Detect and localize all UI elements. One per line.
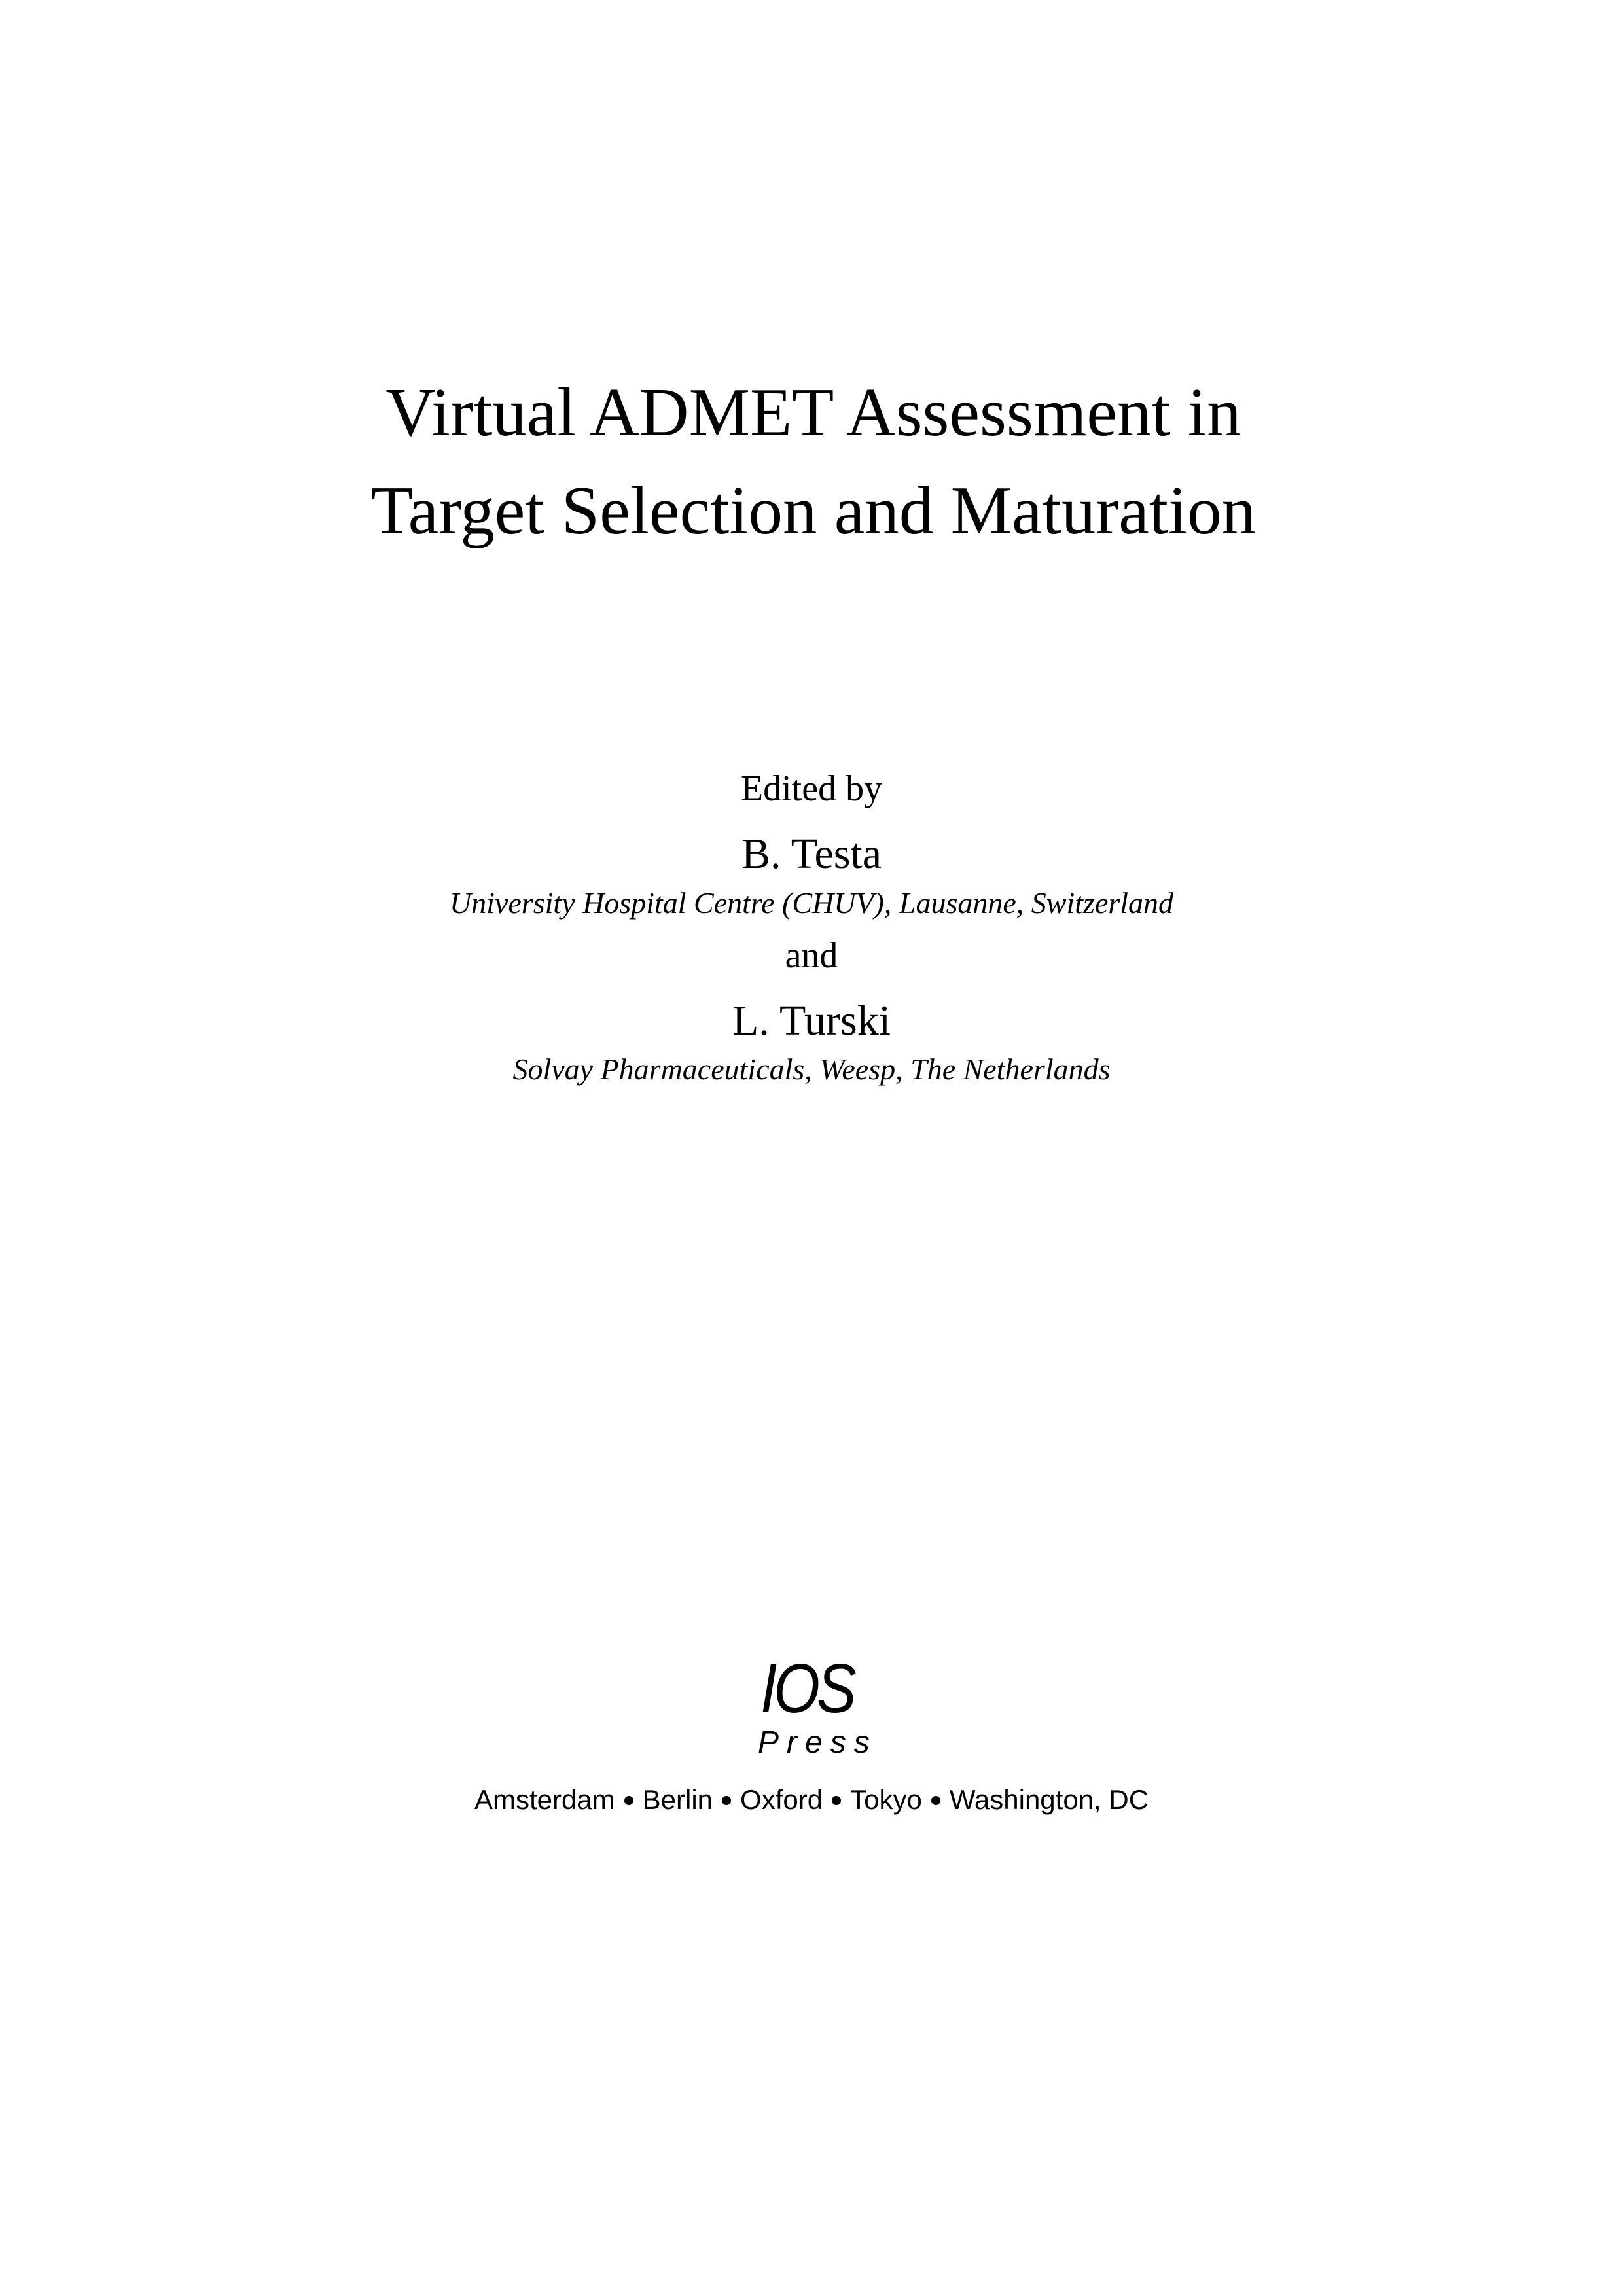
city-washington: Washington, DC — [949, 1784, 1149, 1815]
bullet-separator — [931, 1796, 940, 1805]
city-amsterdam: Amsterdam — [474, 1784, 615, 1815]
logo-sub-text: Press — [758, 1725, 878, 1760]
book-title — [0, 363, 1623, 560]
bullet-separator — [624, 1796, 633, 1805]
title-line-1: Virtual ADMET Assessment in — [385, 374, 1241, 450]
city-berlin: Berlin — [642, 1784, 713, 1815]
editor-1-affiliation: University Hospital Centre (CHUV), Lausanne, Switzerland — [449, 886, 1174, 920]
edited-by-label: Edited by — [740, 768, 883, 809]
publisher-cities — [0, 1782, 1623, 1818]
editor-conjunction: and — [785, 935, 838, 976]
editor-2-name: L. Turski — [732, 997, 891, 1045]
bullet-separator — [832, 1796, 841, 1805]
title-line-2: Target Selection and Maturation — [370, 472, 1257, 548]
city-tokyo: Tokyo — [850, 1784, 922, 1815]
ios-press-logo — [746, 1650, 890, 1770]
editor-2-affiliation: Solvay Pharmaceuticals, Weesp, The Netherlands — [512, 1052, 1111, 1086]
editor-1-name: B. Testa — [741, 830, 882, 878]
bullet-separator — [722, 1796, 731, 1805]
logo-main-text: IOS — [760, 1650, 853, 1727]
city-oxford: Oxford — [740, 1784, 823, 1815]
